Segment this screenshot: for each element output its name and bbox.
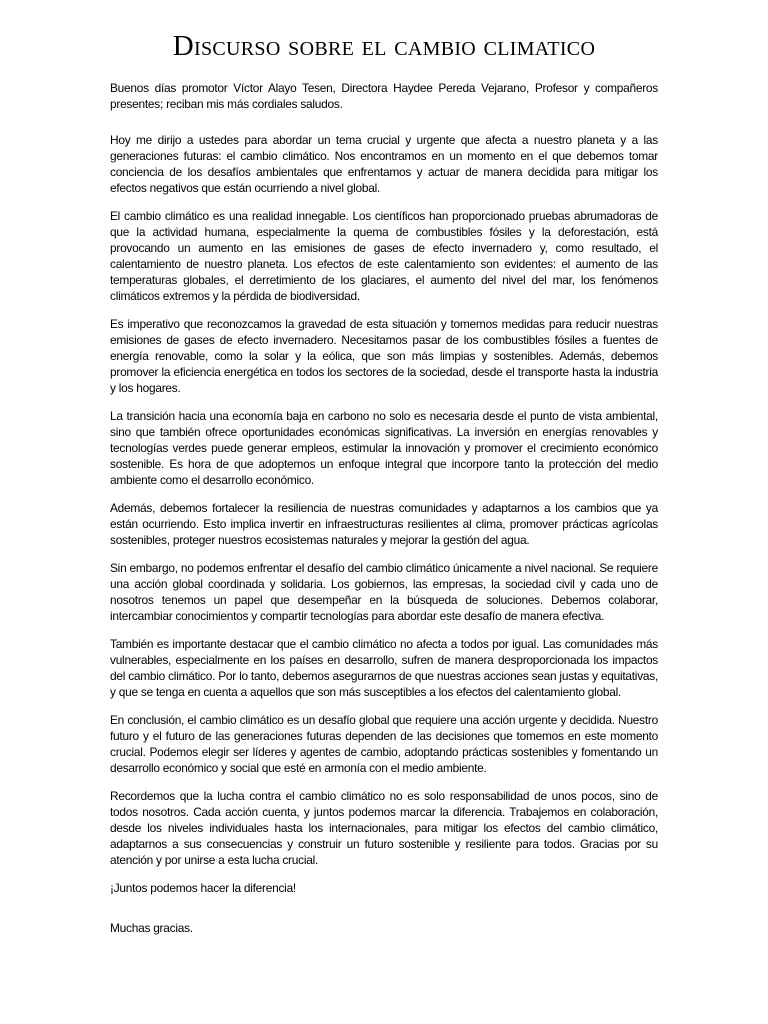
greeting-paragraph: Buenos días promotor Víctor Alayo Tesen, Directora Haydee Pereda Vejarano, Profesor y compañeros presentes; reciban mis más cordiales saludos. (110, 81, 658, 111)
body-paragraph: El cambio climático es una realidad innegable. Los científicos han proporcionado pruebas abrumadoras de que la actividad humana, especialmente la quema de combustibles fósiles y la deforestación, está provocando un aumento en las emisiones de gases de efecto invernadero y, como resultado, el calentamiento de nuestro planeta. Los efectos de este calentamiento son evidentes: el aumento de las temperaturas globales, el derretimiento de los glaciares, el aumento del nivel del mar, los fenómenos climáticos extremos y la pérdida de biodiversidad. (110, 209, 658, 303)
body-paragraph: Sin embargo, no podemos enfrentar el desafío del cambio climático únicamente a nivel nacional. Se requiere una acción global coordinada y solidaria. Los gobiernos, las empresas, la sociedad civil y cada uno de nosotros tenemos un papel que desempeñar en la búsqueda de soluciones. Debemos colaborar, intercambiar conocimientos y compartir tecnologías para abordar este desafío de manera efectiva. (110, 561, 658, 623)
closing-thanks: Muchas gracias. (110, 921, 193, 935)
body-paragraph: Es imperativo que reconozcamos la gravedad de esta situación y tomemos medidas para reducir nuestras emisiones de gases de efecto invernadero. Necesitamos pasar de los combustibles fósiles a fuentes de energía renovable, como la solar y la eólica, que son más limpias y sostenibles. Además, debemos promover la eficiencia energética en todos los sectores de la sociedad, desde el transporte hasta la industria y los hogares. (110, 317, 658, 395)
body-paragraph: Hoy me dirijo a ustedes para abordar un tema crucial y urgente que afecta a nuestro planeta y a las generaciones futuras: el cambio climático. Nos encontramos en un momento en el que debemos tomar conciencia de los desafíos ambientales que enfrentamos y actuar de manera decidida para mitigar los efectos negativos que están ocurriendo a nivel global. (110, 133, 658, 195)
body-paragraph: En conclusión, el cambio climático es un desafío global que requiere una acción urgente y decidida. Nuestro futuro y el futuro de las generaciones futuras dependen de las decisiones que tomemos en este momento crucial. Podemos elegir ser líderes y agentes de cambio, adoptando prácticas sostenibles y fomentando un desarrollo económico y social que esté en armonía con el medio ambiente. (110, 713, 658, 775)
body-paragraph: Recordemos que la lucha contra el cambio climático no es solo responsabilidad de unos pocos, sino de todos nosotros. Cada acción cuenta, y juntos podemos marcar la diferencia. Trabajemos en colaboración, desde los niveles individuales hasta los internacionales, para mitigar los efectos del cambio climático, adaptarnos a sus consecuencias y construir un futuro sostenible y resiliente para todos. Gracias por su atención y por unirse a esta lucha crucial. (110, 789, 658, 867)
page-title: Discurso sobre el cambio climatico (172, 30, 596, 62)
body-paragraph: La transición hacia una economía baja en carbono no solo es necesaria desde el punto de vista ambiental, sino que también ofrece oportunidades económicas significativas. La inversión en energías renovables y tecnologías verdes puede generar empleos, estimular la innovación y promover el crecimiento económico sostenible. Es hora de que adoptemos un enfoque integral que incorpore tanto la protección del medio ambiente como el desarrollo económico. (110, 409, 658, 487)
body-paragraph: Además, debemos fortalecer la resiliencia de nuestras comunidades y adaptarnos a los cambios que ya están ocurriendo. Esto implica invertir en infraestructuras resilientes al clima, promover prácticas agrícolas sostenibles, proteger nuestros ecosistemas naturales y mejorar la gestión del agua. (110, 501, 658, 547)
body-paragraph: También es importante destacar que el cambio climático no afecta a todos por igual. Las comunidades más vulnerables, especialmente en los países en desarrollo, sufren de manera desproporcionada los impactos del cambio climático. Por lo tanto, debemos asegurarnos de que nuestras acciones sean justas y equitativas, y que se tenga en cuenta a aquellos que son más susceptibles a los efectos del calentamiento global. (110, 637, 658, 699)
closing-exclamation: ¡Juntos podemos hacer la diferencia! (110, 881, 296, 895)
